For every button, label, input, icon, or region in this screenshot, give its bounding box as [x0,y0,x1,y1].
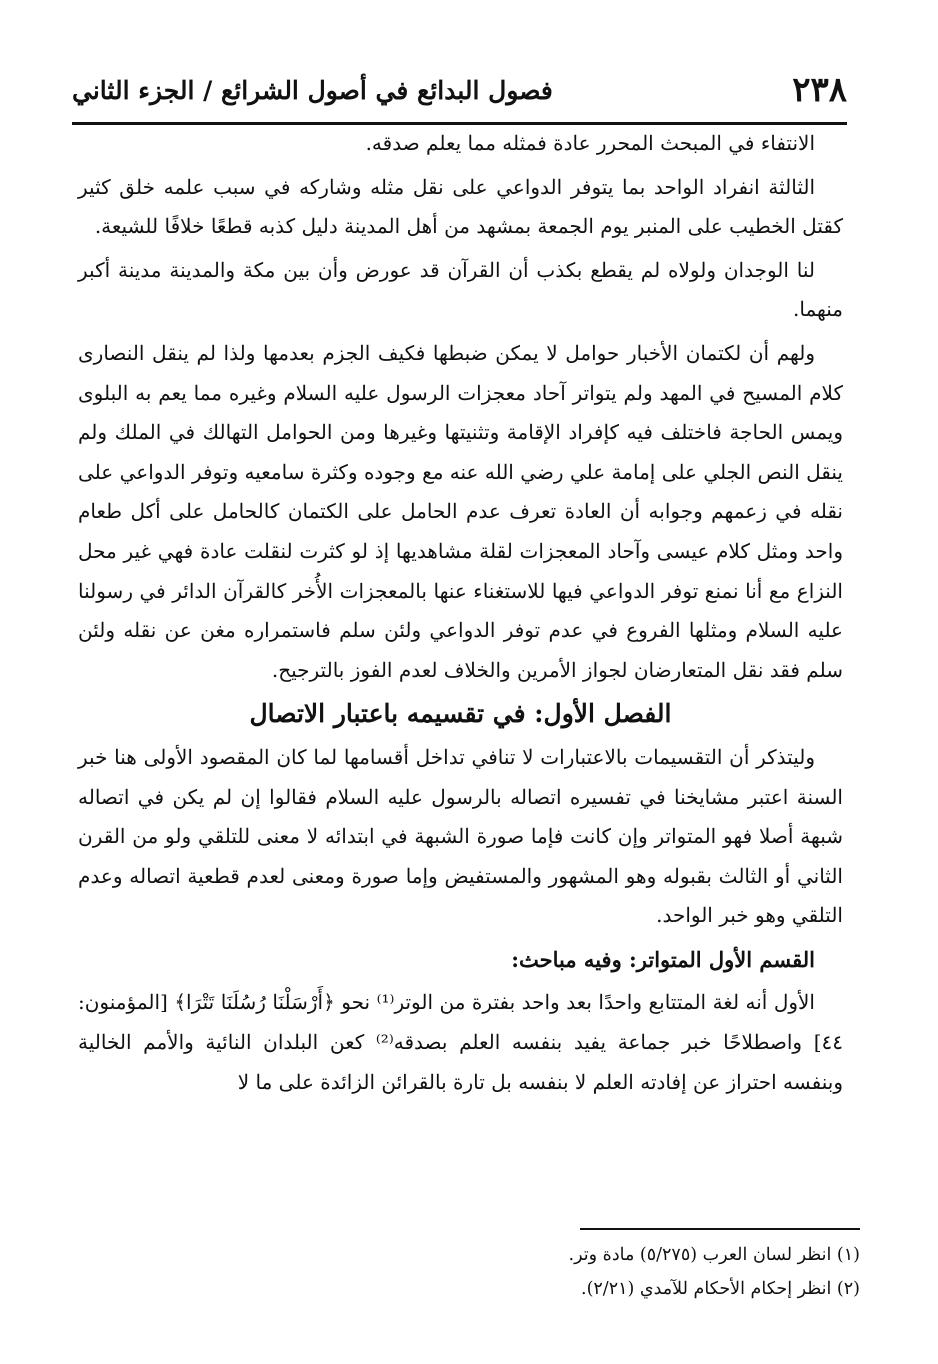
footnote-2: (٢) انظر إحكام الأحكام للآمدي (٢/٢١). [581,1279,860,1299]
footnotes [95,1238,860,1306]
main-text [78,124,843,1106]
footnote-separator [580,1228,860,1230]
paragraph-1: الانتفاء في المبحث المحرر عادة فمثله مما يعلم صدقه. [365,131,815,155]
paragraph-6: الأول أنه لغة المتتابع واحدًا بعد واحد بفترة من الوتر⁽¹⁾ نحو ﴿أَرْسَلْنَا رُسُلَنَا تَتْرَا﴾ [المؤمنون: ٤٤] واصطلاحًا خبر جماعة يفيد بنفسه العلم بصدقه⁽²⁾ كعن البلدان النائية والأمم الخالية وبنفسه احتراز عن إفادته العلم لا بنفسه بل تارة بالقرائن الزائدة على ما لا [78,990,843,1094]
page-number: ٢٣٨ [792,70,847,110]
chapter-heading: الفصل الأول: في تقسيمه باعتبار الاتصال [249,699,672,729]
paragraph-3: لنا الوجدان ولولاه لم يقطع بكذب أن القرآن قد عورض وأن بين مكة والمدينة مدينة أكبر منهما. [78,257,843,322]
paragraph-2: الثالثة انفراد الواحد بما يتوفر الدواعي على نقل مثله وشاركه في سبب علمه خلق كثير كقتل الخطيب على المنبر يوم الجمعة بمشهد من أهل المدينة دليل كذبه قطعًا خلافًا للشيعة. [78,174,843,239]
footnote-1: (١) انظر لسان العرب (٥/٢٧٥) مادة وتر. [568,1245,860,1265]
paragraph-4: ولهم أن لكتمان الأخبار حوامل لا يمكن ضبطها فكيف الجزم بعدمها ولذا لم ينقل النصارى كلام المسيح في المهد ولم يتواتر آحاد معجزات الرسول عليه السلام وغيره مما يعم به البلوى ويمس الحاجة فاختلف فيه كإفراد الإقامة وتثنيتها وغيرها ومن الحوامل التهالك في الملك ولم ينقل النص الجلي على إمامة علي رضي الله عنه مع وجوده وكثرة سامعيه وتوفر الدواعي على نقله في زعمهم وجوابه أن العادة تعرف عدم الحامل على الكتمان كالحامل على أكل طعام واحد ومثل كلام عيسى وآحاد المعجزات لقلة مشاهديها إذ لو كثرت لنقلت عادة فهي غير محل النزاع مع أنا نمنع توفر الدواعي فيها للاستغناء عنها بالمعجزات الأُخر كالقرآن الدائر في رسولنا عليه السلام ومثلها الفروع في عدم توفر الدواعي ولئن سلم فاستمراره مغن عن نقله ولئن سلم فقد نقل المتعارضان لجواز الأمرين والخلاف لعدم الفوز بالترجيح. [78,340,843,682]
section-subheading: القسم الأول المتواتر: وفيه مباحث: [511,946,815,972]
running-title: فصول البدائع في أصول الشرائع / الجزء الثاني [72,75,553,105]
page-header [72,58,847,125]
paragraph-5: وليتذكر أن التقسيمات بالاعتبارات لا تنافي تداخل أقسامها لما كان المقصود الأولى هنا خبر السنة اعتبر مشايخنا في تفسيره اتصاله بالرسول عليه السلام فقالوا إن لم يكن في اتصاله شبهة أصلا فهو المتواتر وإن كانت فإما صورة الشبهة في ابتدائه لا معنى للتلقي ولو من القرن الثاني أو الثالث بقبوله وهو المشهور والمستفيض وإما صورة ومعنى لعدم قطعية اتصاله وعدم التلقي وهو خبر الواحد. [78,744,843,928]
